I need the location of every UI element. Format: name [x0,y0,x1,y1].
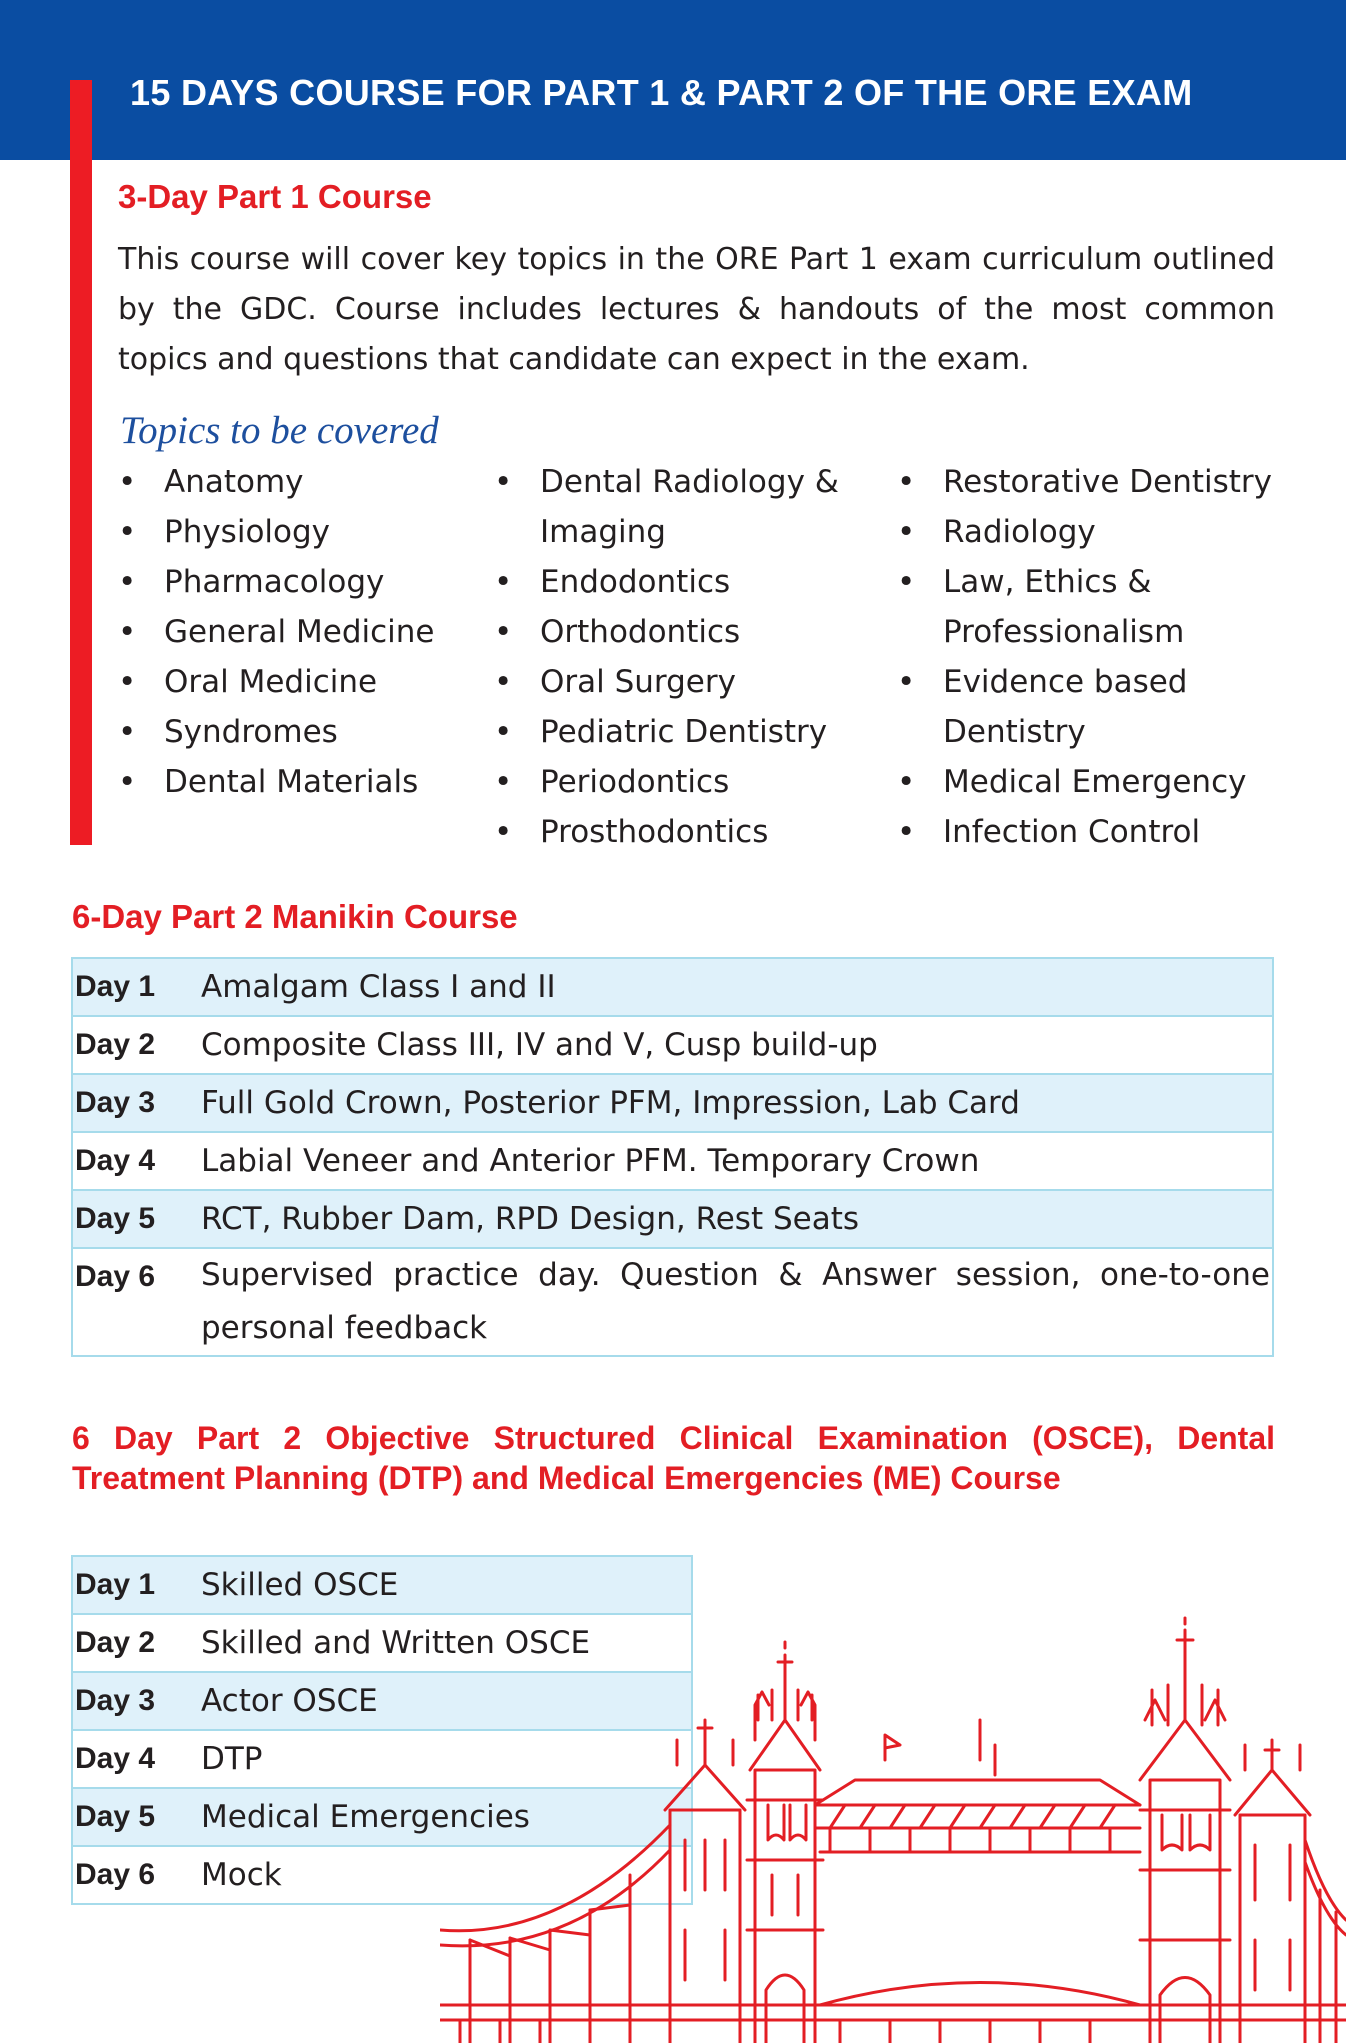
table-row [73,1015,1272,1073]
day-description: Skilled and Written OSCE [201,1625,591,1661]
manikin-course-title: 6-Day Part 2 Manikin Course [72,898,518,935]
topic-item: • Syndromes [118,707,478,757]
part1-course-title: 3-Day Part 1 Course [118,178,432,215]
day-label: Day 5 [75,1800,156,1833]
day-label: Day 5 [75,1202,156,1235]
topics-column-1 [118,457,478,807]
day-label: Day 6 [75,1260,156,1293]
table-row [73,1131,1272,1189]
topic-item: • Evidence based Dentistry [897,657,1317,757]
part1-intro-paragraph: This course will cover key topics in the ORE Part 1 exam curriculum outlined by the GDC. Course includes lectures & handouts of the most common topics and questions that candidate can expect in the exam. [118,242,1275,377]
day-description: Composite Class III, IV and V, Cusp build-up [201,1027,878,1063]
topic-item: • General Medicine [118,607,478,657]
day-description: Skilled OSCE [201,1567,399,1603]
topic-item: • Physiology [118,507,478,557]
page-title: 15 DAYS COURSE FOR PART 1 & PART 2 OF THE ORE EXAM [130,72,1193,113]
day-description: Supervised practice day. Question & Answer session, one-to-one personal feedback [201,1257,1270,1346]
day-label: Day 1 [75,1568,156,1601]
topic-item: • Oral Surgery [494,657,889,707]
table-row [73,959,1272,1015]
table-row [73,1247,1272,1355]
topic-item: • Infection Control [897,807,1317,857]
day-description: Amalgam Class I and II [201,969,556,1005]
day-description: Medical Emergencies [201,1799,530,1835]
day-label: Day 3 [75,1086,156,1119]
topic-item: • Dental Materials [118,757,478,807]
topic-item: • Pediatric Dentistry [494,707,889,757]
topics-column-2 [494,457,889,857]
day-label: Day 4 [75,1144,156,1177]
topic-item: • Orthodontics [494,607,889,657]
topic-item: • Medical Emergency [897,757,1317,807]
day-description: Actor OSCE [201,1683,378,1719]
topic-item: • Anatomy [118,457,478,507]
topic-item: • Radiology [897,507,1317,557]
day-description: Full Gold Crown, Posterior PFM, Impression, Lab Card [201,1085,1020,1121]
topics-heading: Topics to be covered [120,409,439,452]
day-label: Day 6 [75,1858,156,1891]
day-label: Day 2 [75,1626,156,1659]
table-row [73,1073,1272,1131]
topic-item: • Periodontics [494,757,889,807]
day-description: Labial Veneer and Anterior PFM. Temporary Crown [201,1143,980,1179]
day-description: DTP [201,1741,263,1777]
day-label: Day 3 [75,1684,156,1717]
topic-item: • Dental Radiology & Imaging [494,457,889,557]
osce-course-title: 6 Day Part 2 Objective Structured Clinical Examination (OSCE), Dental Treatment Planning (DTP) and Medical Emergencies (ME) Course [72,1420,1275,1496]
topic-item: • Restorative Dentistry [897,457,1317,507]
day-description: RCT, Rubber Dam, RPD Design, Rest Seats [201,1201,860,1237]
topic-item: • Prosthodontics [494,807,889,857]
topic-item: • Endodontics [494,557,889,607]
topic-item: • Law, Ethics & Professionalism [897,557,1317,657]
topic-item: • Oral Medicine [118,657,478,707]
day-label: Day 1 [75,970,156,1003]
topics-column-3 [897,457,1317,857]
manikin-schedule-table [71,957,1274,1357]
accent-bar [70,80,92,845]
tower-bridge-illustration [440,1600,1346,2043]
table-row [73,1189,1272,1247]
day-label: Day 4 [75,1742,156,1775]
day-label: Day 2 [75,1028,156,1061]
day-description: Mock [201,1857,282,1893]
topic-item: • Pharmacology [118,557,478,607]
